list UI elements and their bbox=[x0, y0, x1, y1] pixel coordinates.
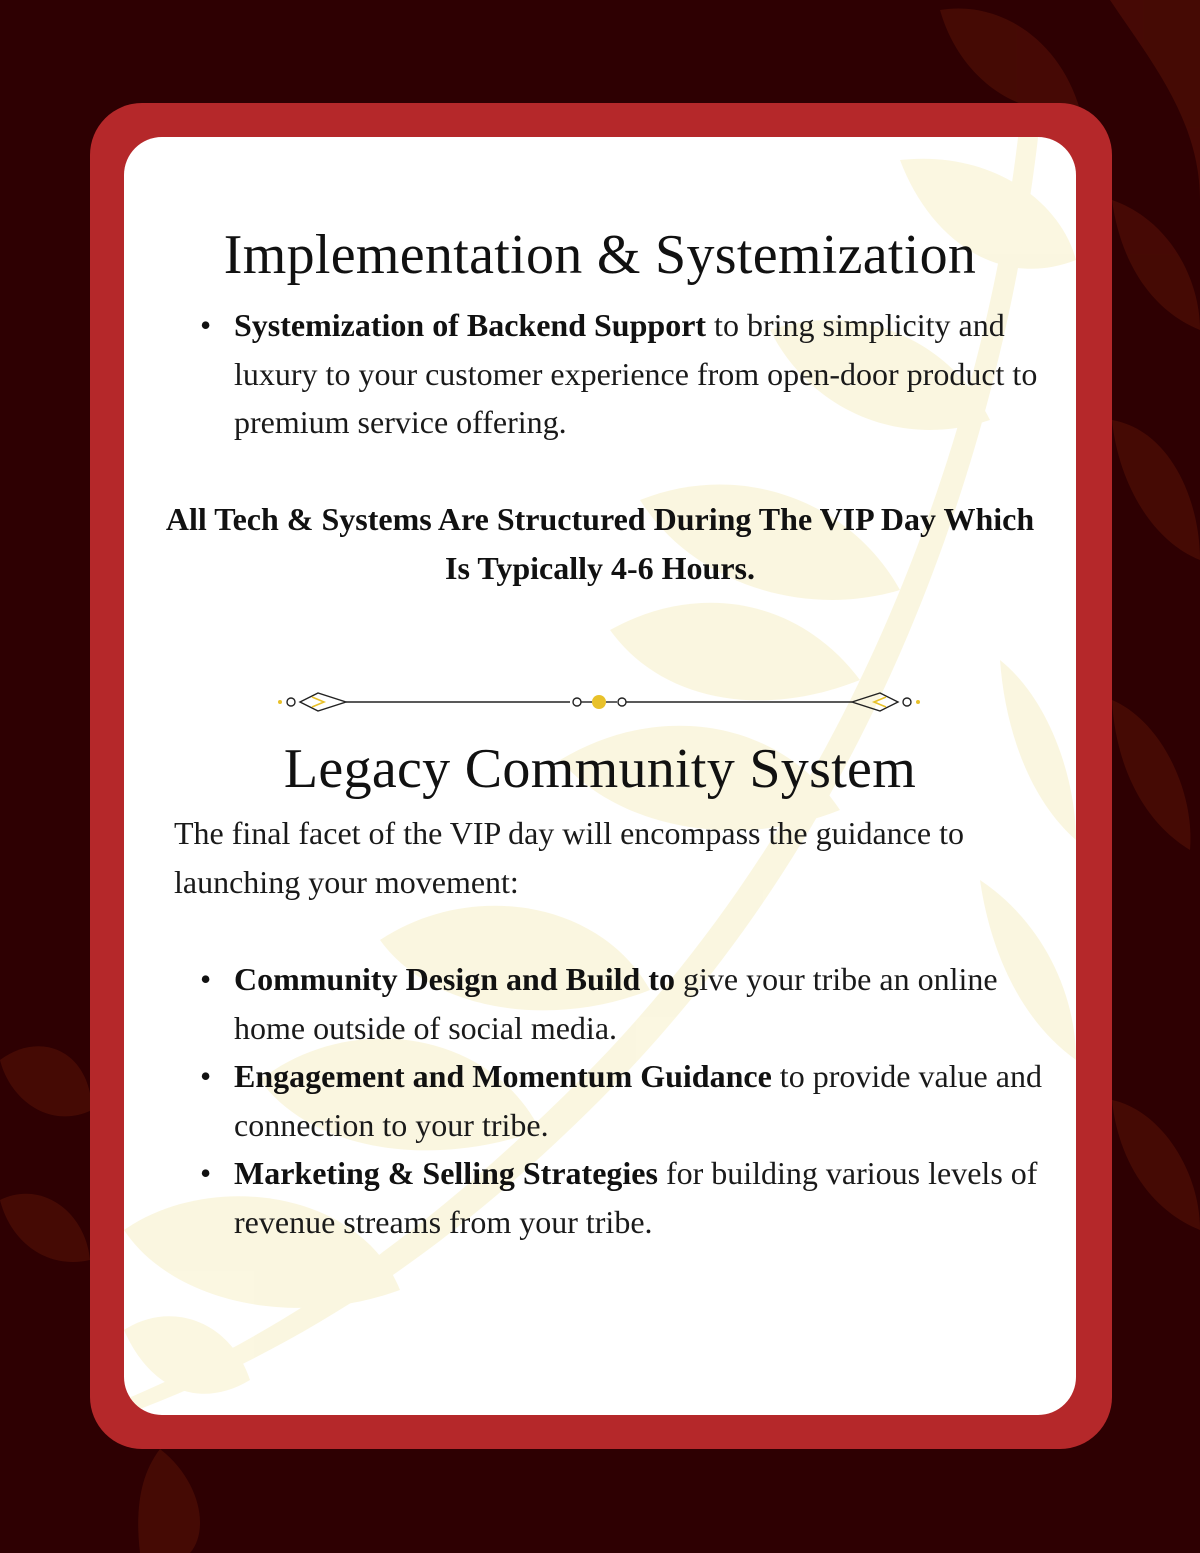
bullet-bold-text: Engagement and Momentum Guidance bbox=[234, 1058, 772, 1094]
legacy-intro-text: The final facet of the VIP day will encompass the guidance to launching your movement: bbox=[174, 815, 964, 900]
bullet-bold-text: Marketing & Selling Strategies bbox=[234, 1155, 658, 1191]
vip-day-note: All Tech & Systems Are Structured During The VIP Day Which Is Typically 4-6 Hours. bbox=[165, 501, 1035, 586]
content-card bbox=[124, 137, 1076, 1415]
bullet-bold-text: Systemization of Backend Support bbox=[234, 307, 707, 343]
section-title-legacy: Legacy Community System bbox=[283, 738, 917, 800]
ornamental-divider-icon bbox=[274, 687, 924, 717]
bullet-bold-text: Community Design and Build to bbox=[234, 961, 675, 997]
list-item bbox=[124, 955, 1044, 1052]
bullet-text: to bring simplicity and luxury to your customer experience from open-door product to premium service offering. bbox=[234, 307, 1038, 440]
list-item bbox=[124, 1149, 1044, 1246]
list-item bbox=[124, 301, 1044, 447]
legacy-bullet-list bbox=[124, 955, 1044, 1246]
bullet-text: give your tribe an online home outside of social media. bbox=[234, 961, 998, 1046]
list-item bbox=[124, 1052, 1044, 1149]
implementation-bullet-list bbox=[124, 301, 1044, 447]
section-title-implementation: Implementation & Systemization bbox=[223, 224, 977, 286]
bullet-text: to provide value and connection to your tribe. bbox=[234, 1058, 1042, 1143]
bullet-text: for building various levels of revenue streams from your tribe. bbox=[234, 1155, 1038, 1240]
